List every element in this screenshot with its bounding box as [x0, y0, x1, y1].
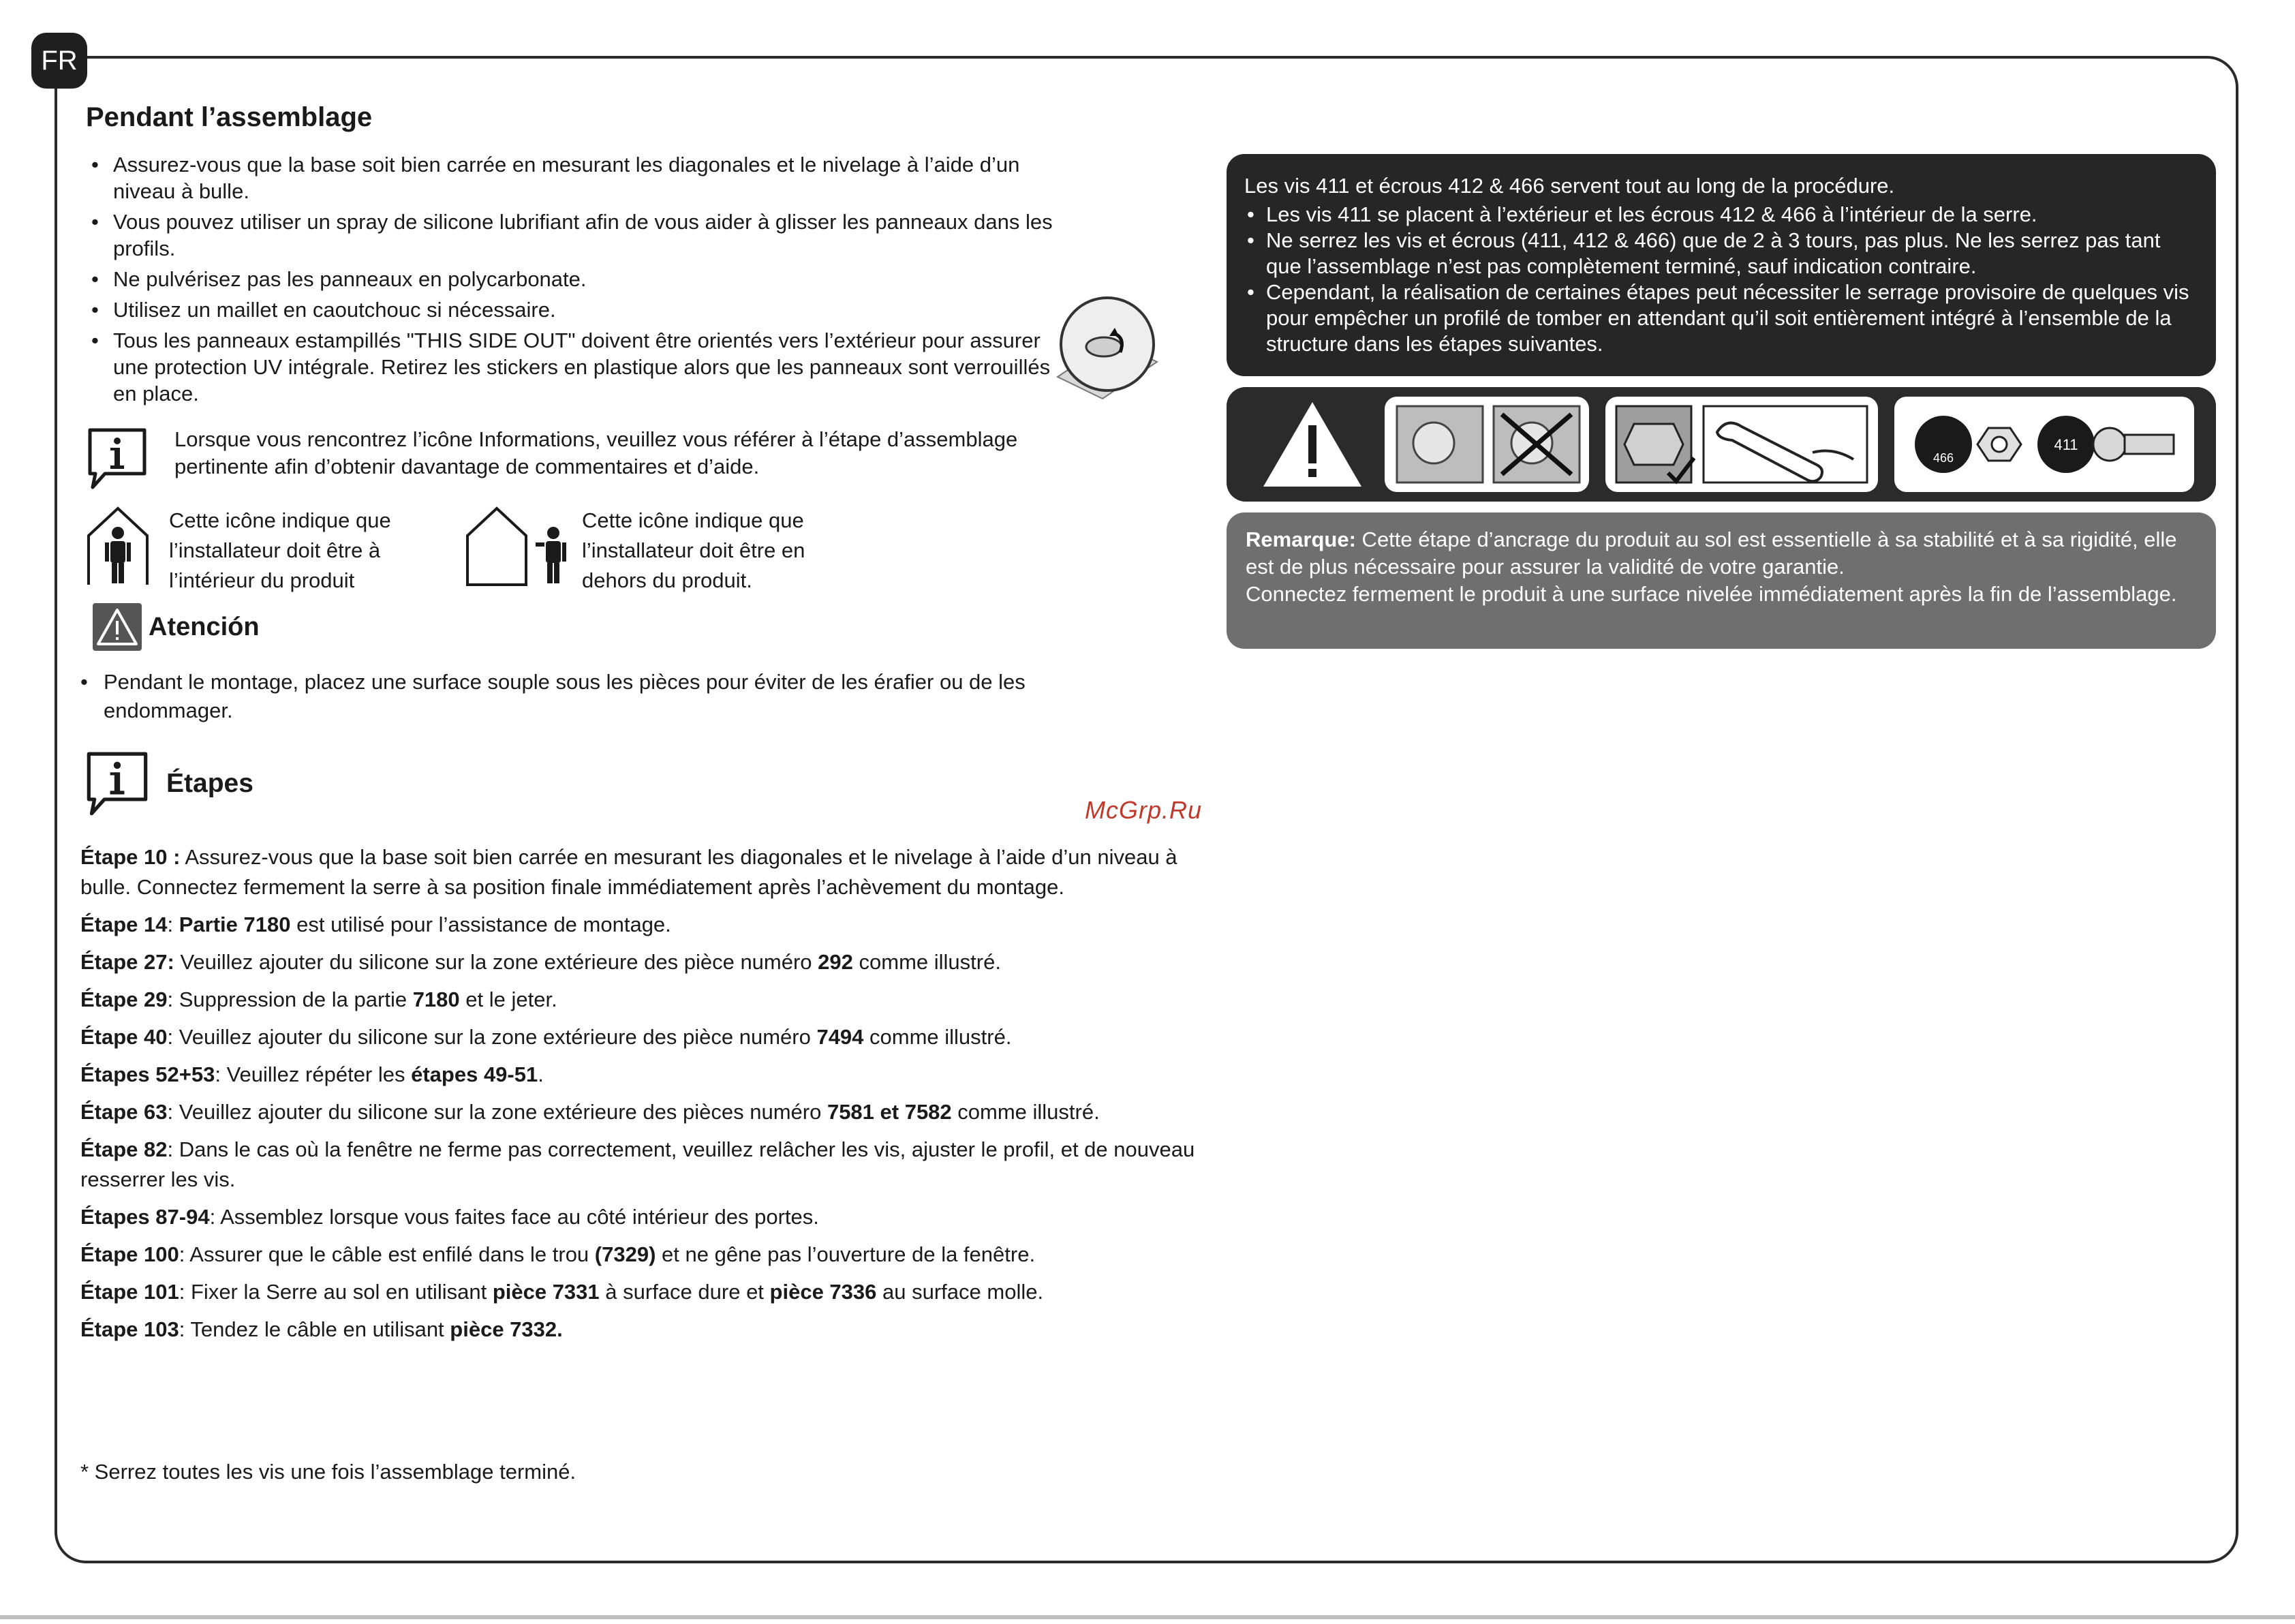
- step-item: Étape 40: Veuillez ajouter du silicone sur la zone extérieure des pièce numéro 7494 comme illustré.: [80, 1025, 1012, 1049]
- step-item: Étape 29: Suppression de la partie 7180 et le jeter.: [80, 987, 557, 1011]
- steps-list: [80, 842, 1198, 1352]
- footnote: * Serrez toutes les vis une fois l’assemblage terminé.: [80, 1460, 576, 1484]
- step-item: Étape 101: Fixer la Serre au sol en utilisant pièce 7331 à surface dure et pièce 7336 au surface molle.: [80, 1280, 1044, 1304]
- list-item: • Ne serrez les vis et écrous (411, 412 & 466) que de 2 à 3 tours, pas plus. Ne les serrez pas tant que l’assemblage n’est pas complètement terminé, sauf indication contraire.: [1244, 228, 2198, 279]
- screw-nut-comparison-icon: [1385, 397, 1589, 492]
- part-badge-411: 411: [2054, 436, 2078, 453]
- information-icon: [84, 426, 150, 491]
- panel-stamp-icon: [1055, 296, 1160, 401]
- list-item: • Les vis 411 se placent à l’extérieur et les écrous 412 & 466 à l’intérieur de la serre.: [1244, 202, 2198, 228]
- hardware-parts-icon: [1894, 397, 2194, 492]
- screws-info-box: [1227, 154, 2216, 376]
- info-note-text: Lorsque vous rencontrez l’icône Informations, veuillez vous référer à l’étape d’assemblage pertinente afin d’obtenir davantage de commentaires et d’aide.: [174, 427, 1018, 478]
- list-item: • Cependant, la réalisation de certaines étapes peut nécessiter le serrage provisoire de quelques vis pour empêcher un profilé de tomber en attendant qu’il soit entièrement intégré à l’ensemble de la structure dans les étapes suivantes.: [1244, 279, 2198, 357]
- outside-installer-legend: [465, 506, 854, 596]
- steps-heading: [83, 750, 253, 818]
- hardware-warning-banner: [1227, 387, 2216, 502]
- information-icon: [83, 750, 151, 818]
- assembly-tips-list: [89, 151, 1056, 411]
- inside-legend-text: Cette icône indique que l’installateur doit être à l’intérieur du produit: [169, 508, 391, 592]
- list-item: • Assurez-vous que la base soit bien carrée en mesurant les diagonales et le nivelage à l’aide d’un niveau à bulle.: [89, 151, 1056, 204]
- section-title-during-assembly: Pendant l’assemblage: [86, 102, 373, 132]
- watermark: McGrp.Ru: [1085, 796, 1203, 824]
- step-item: Étape 100: Assurer que le câble est enfilé dans le trou (7329) et ne gêne pas l’ouverture de la fenêtre.: [80, 1242, 1036, 1266]
- inside-installer-legend: [86, 506, 455, 596]
- step-item: Étape 82: Dans le cas où la fenêtre ne ferme pas correctement, veuillez relâcher les vis, ajuster le profil, et de nouveau resserrer les vis.: [80, 1137, 1195, 1191]
- list-item: • Vous pouvez utiliser un spray de silicone lubrifiant afin de vous aider à glisser les panneaux dans les profils.: [89, 209, 1056, 262]
- screws-intro: Les vis 411 et écrous 412 & 466 servent tout au long de la procédure.: [1244, 174, 1895, 198]
- installer-inside-house-icon: [86, 506, 150, 586]
- part-badge-466: 466: [1932, 451, 1954, 465]
- remark-text-2: Connectez fermement le produit à une surface nivelée immédiatement après la fin de l’assemblage.: [1246, 582, 2177, 606]
- bottom-rule: [0, 1615, 2295, 1619]
- list-item: • Utilisez un maillet en caoutchouc si nécessaire.: [89, 296, 1056, 323]
- language-tab: FR: [31, 33, 87, 89]
- remark-text: Remarque: Cette étape d’ancrage du produit au sol est essentielle à sa stabilité et à sa rigidité, elle est de plus nécessaire pour assurer la validité de votre garantie.: [1246, 527, 2177, 579]
- step-item: Étapes 52+53: Veuillez répéter les étapes 49-51.: [80, 1062, 544, 1086]
- step-item: Étape 103: Tendez le câble en utilisant pièce 7332.: [80, 1317, 563, 1341]
- step-item: Étape 10 : Assurez-vous que la base soit bien carrée en mesurant les diagonales et le nivelage à l’aide d’un niveau à bulle. Connectez fermement la serre à sa position finale immédiatement après l’achèvement du montage.: [80, 845, 1177, 899]
- attention-heading: [93, 603, 260, 651]
- steps-title: Étapes: [166, 769, 253, 798]
- installer-outside-house-icon: [465, 506, 568, 586]
- step-item: Étape 14: Partie 7180 est utilisé pour l’assistance de montage.: [80, 913, 671, 936]
- attention-text: • Pendant le montage, placez une surface souple sous les pièces pour éviter de les érafier ou de les endommager.: [80, 668, 1071, 725]
- screws-bullets: [1244, 202, 2198, 357]
- list-item: • Tous les panneaux estampillés "THIS SIDE OUT" doivent être orientés vers l’extérieur pour assurer une protection UV intégrale. Retirez les stickers en plastique alors que les panneaux sont verrouillés en place.: [89, 327, 1056, 407]
- step-item: Étape 63: Veuillez ajouter du silicone sur la zone extérieure des pièces numéro 7581 et 7582 comme illustré.: [80, 1100, 1100, 1124]
- outside-legend-text: Cette icône indique que l’installateur doit être en dehors du produit.: [582, 508, 805, 592]
- wrench-tighten-icon: [1605, 397, 1878, 492]
- info-note: [84, 426, 1060, 491]
- remark-box: [1227, 512, 2216, 649]
- step-item: Étape 27: Veuillez ajouter du silicone sur la zone extérieure des pièce numéro 292 comme illustré.: [80, 950, 1001, 974]
- list-item: • Ne pulvérisez pas les panneaux en polycarbonate.: [89, 266, 1056, 292]
- attention-title: Atención: [149, 612, 260, 641]
- step-item: Étapes 87-94: Assemblez lorsque vous faites face au côté intérieur des portes.: [80, 1205, 819, 1229]
- warning-icon: [93, 603, 142, 651]
